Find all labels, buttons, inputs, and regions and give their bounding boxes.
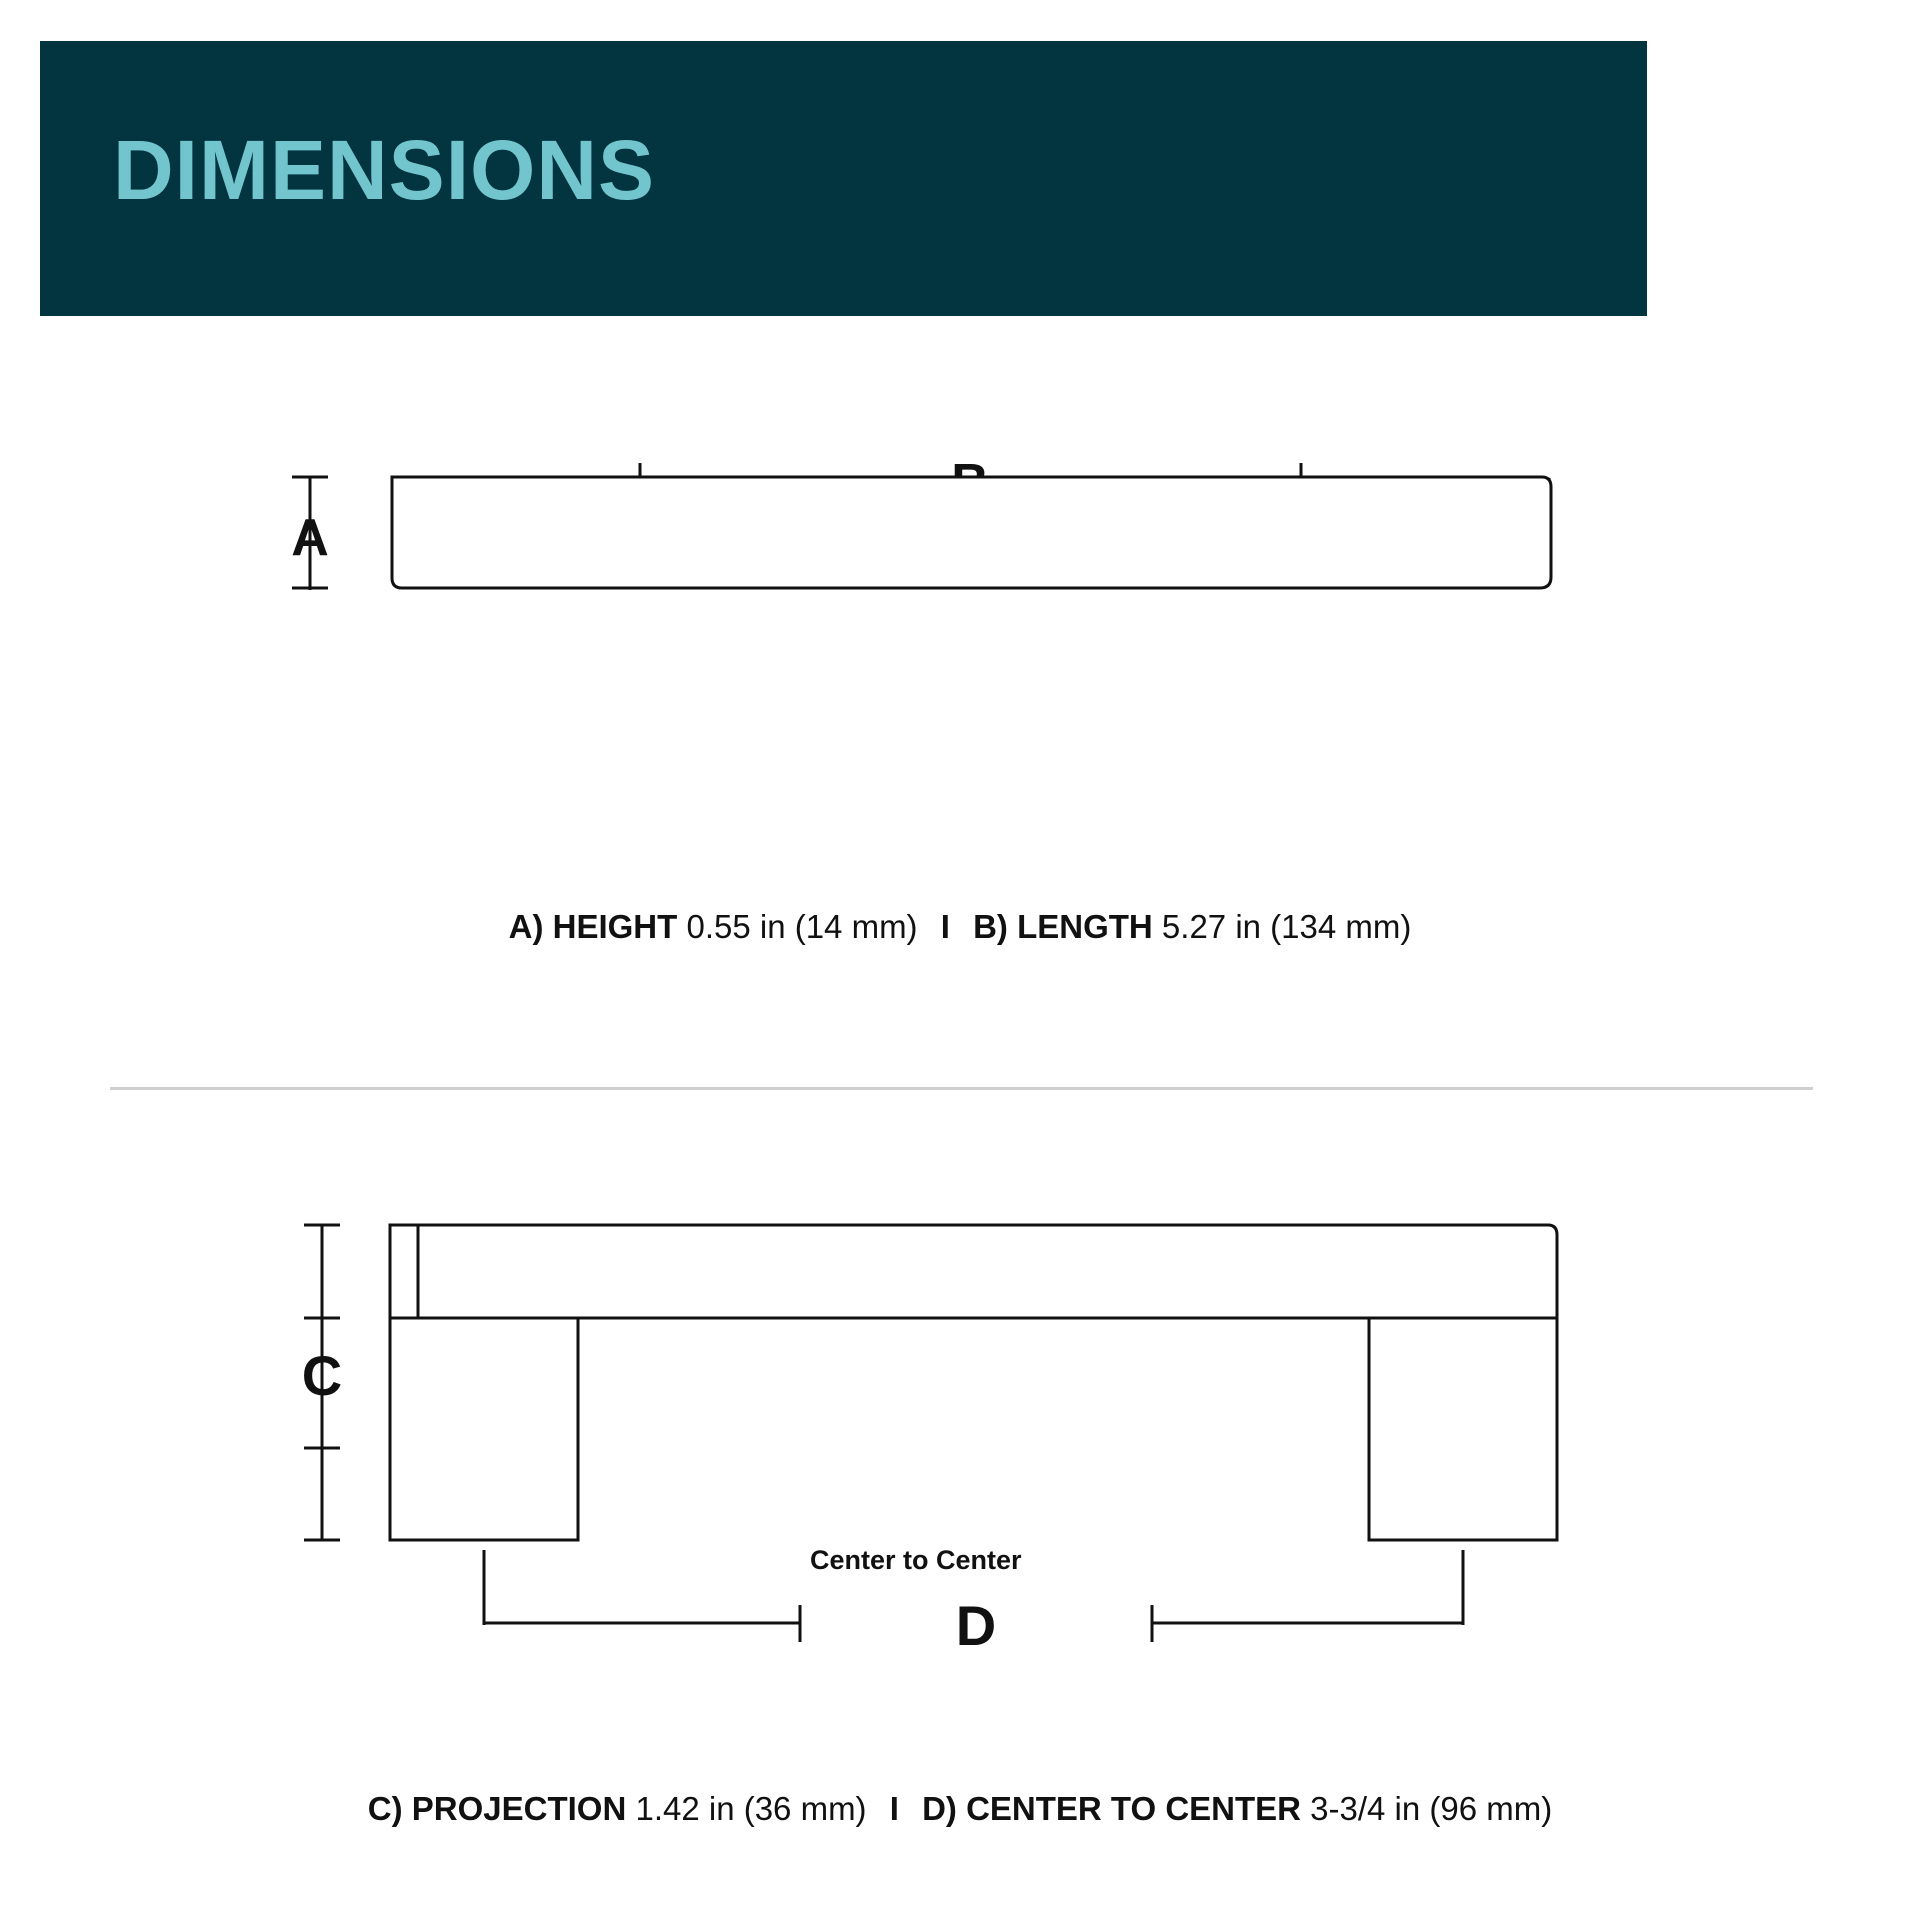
center-to-center-label: Center to Center <box>810 1545 1022 1575</box>
caption-c-value: 1.42 in (36 mm) <box>635 1790 867 1827</box>
svg-text:D: D <box>955 1594 997 1657</box>
caption-c-label: PROJECTION <box>411 1790 627 1827</box>
bottom-caption <box>0 1790 1920 1828</box>
caption-c-key: C) <box>367 1790 403 1827</box>
svg-text:C: C <box>301 1344 343 1407</box>
caption-d-value: 3-3/4 in (96 mm) <box>1310 1790 1553 1827</box>
caption-b-value: 5.27 in (134 mm) <box>1161 908 1412 945</box>
caption-b-label: LENGTH <box>1017 908 1153 945</box>
caption-a-label: HEIGHT <box>552 908 678 945</box>
caption-separator: I <box>940 908 950 945</box>
svg-text:A: A <box>291 509 329 567</box>
page-title: DIMENSIONS <box>113 123 656 217</box>
section-divider <box>110 1087 1813 1090</box>
top-caption <box>0 908 1920 946</box>
caption-d-key: D) <box>922 1790 957 1827</box>
caption-separator-bottom: I <box>889 1790 899 1827</box>
caption-a-value: 0.55 in (14 mm) <box>686 908 918 945</box>
front-view-diagram <box>280 455 1580 725</box>
caption-a-key: A) <box>508 908 544 945</box>
caption-b-key: B) <box>973 908 1008 945</box>
caption-d-label: CENTER TO CENTER <box>966 1790 1301 1827</box>
side-view-diagram <box>280 1205 1600 1665</box>
